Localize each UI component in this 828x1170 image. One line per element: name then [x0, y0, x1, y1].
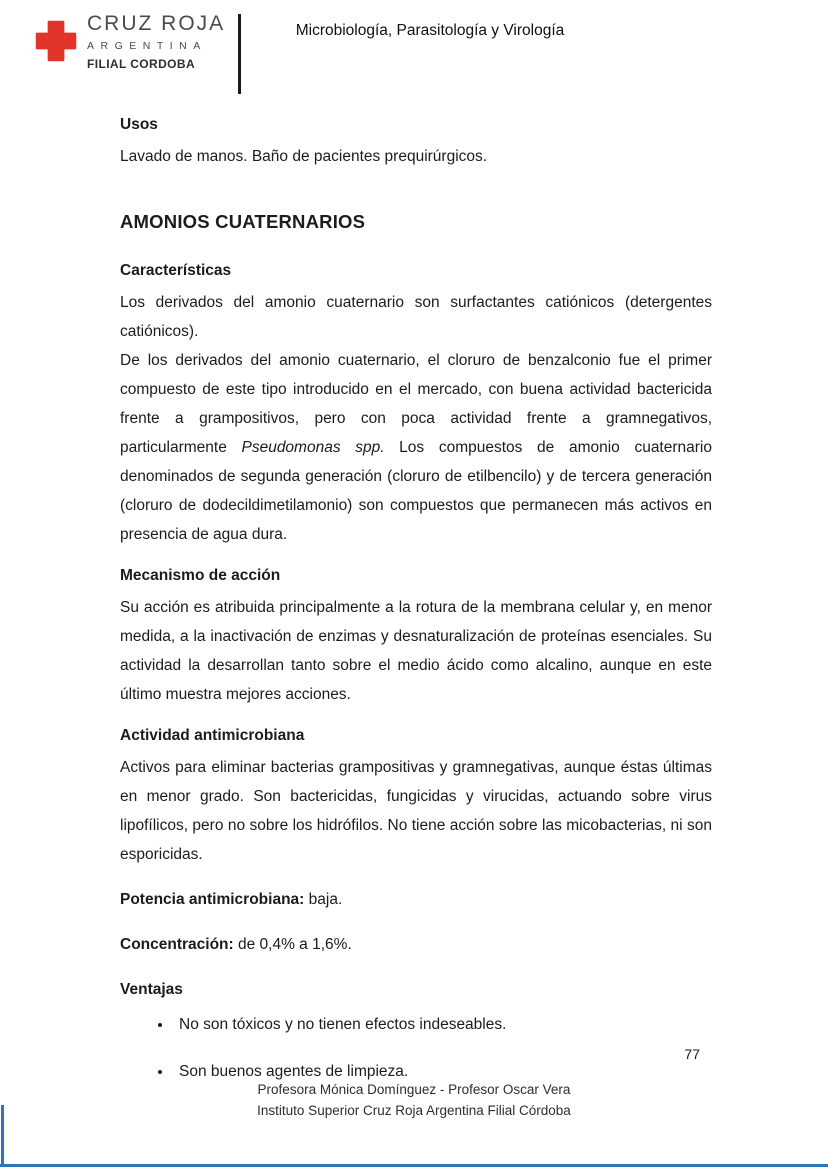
paragraph-text: De los derivados del amonio cuaternario, el cloruro de benzalconio fue el primer compuesto de este tipo introducido en el mercado, con buena actividad bactericida frente a grampositivos, pero con poca actividad frente a gramnegativos, particularmente — [120, 352, 712, 456]
species-name-italic: Pseudomonas spp. — [241, 439, 385, 456]
actividad-heading: Actividad antimicrobiana — [120, 727, 305, 744]
ventajas-heading: Ventajas — [120, 981, 183, 998]
page-border-bottom — [0, 1164, 828, 1167]
document-body — [120, 110, 712, 1086]
paragraph-text: Los compuestos de amonio cuaternario denominados de segunda generación (cloruro de etilbencilo) y de tercera generación (cloruro de dodecildimetilamonio) son compuestos que permanecen más activos en presencia de agua dura. — [120, 439, 712, 543]
logo-line-cruz-roja: CRUZ ROJA — [87, 12, 226, 35]
document-title: Microbiología, Parasitología y Virología — [295, 22, 565, 39]
concentracion-value: de 0,4% a 1,6%. — [238, 936, 352, 953]
concentracion-line — [120, 930, 712, 959]
logo-line-argentina: ARGENTINA — [87, 40, 207, 52]
footer-line-1: Profesora Mónica Domínguez - Profesor Oscar Vera — [257, 1082, 571, 1097]
usos-heading: Usos — [120, 116, 158, 133]
potencia-line — [120, 885, 712, 914]
list-item: • No son tóxicos y no tienen efectos indeseables. — [173, 1010, 712, 1039]
logo-line-filial-cordoba: FILIAL CORDOBA — [87, 57, 196, 71]
list-item: • Son buenos agentes de limpieza. — [173, 1057, 712, 1086]
potencia-value: baja. — [308, 891, 343, 908]
usos-text: Lavado de manos. Baño de pacientes prequirúrgicos. — [120, 148, 488, 165]
ventajas-list — [120, 1010, 712, 1086]
potencia-label: Potencia antimicrobiana: — [120, 891, 305, 908]
caracteristicas-paragraph-1: Los derivados del amonio cuaternario son surfactantes catiónicos (detergentes catiónicos). — [120, 294, 712, 340]
page-number: 77 — [684, 1046, 700, 1062]
actividad-paragraph: Activos para eliminar bacterias grampositivas y gramnegativas, aunque éstas últimas en menor grado. Son bactericidas, fungicidas y virucidas, actuando sobre virus lipofílicos, pero no sobre los hidrófilos. No tiene acción sobre las micobacterias, ni son esporicidas. — [120, 759, 712, 863]
concentracion-label: Concentración: — [120, 936, 234, 953]
page-footer — [0, 1079, 828, 1121]
page-border-left — [1, 1105, 4, 1167]
footer-line-2: Instituto Superior Cruz Roja Argentina Filial Córdoba — [257, 1103, 571, 1118]
mecanismo-heading: Mecanismo de acción — [120, 567, 281, 584]
caracteristicas-heading: Características — [120, 262, 232, 279]
amonios-cuaternarios-heading: AMONIOS CUATERNARIOS — [120, 211, 366, 232]
logo-text-block — [87, 12, 225, 71]
mecanismo-paragraph: Su acción es atribuida principalmente a la rotura de la membrana celular y, en menor medida, a la inactivación de enzimas y desnaturalización de proteínas esenciales. Su actividad la desarrollan tanto sobre el medio ácido como alcalino, aunque en este último muestra mejores acciones. — [120, 599, 712, 703]
caracteristicas-paragraph-2 — [120, 346, 712, 549]
